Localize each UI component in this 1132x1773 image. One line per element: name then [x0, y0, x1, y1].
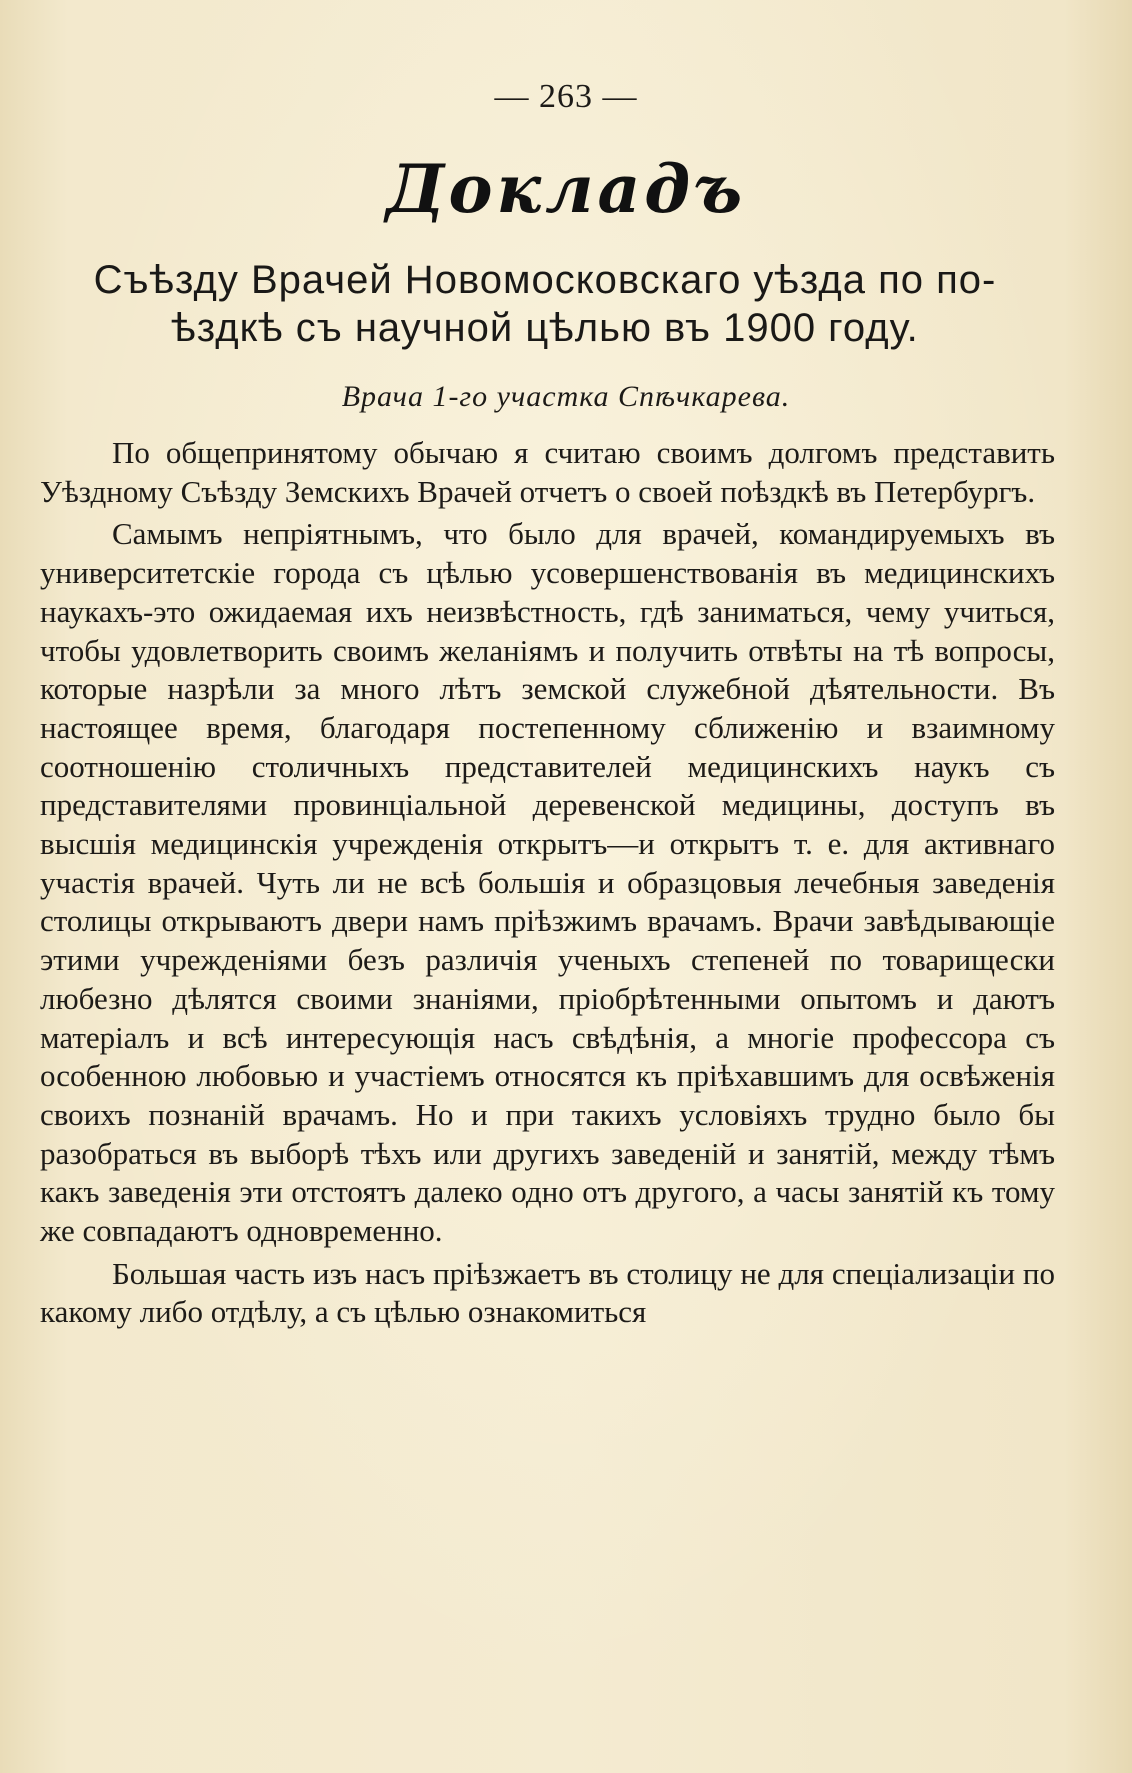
paragraph-3: Большая часть изъ насъ пріѣзжаетъ въ столицу не для спеціализаціи по какому либо отдѣлу, а съ цѣлью ознакомиться — [40, 1255, 1055, 1330]
paragraph-1: По общепринятому обычаю я считаю своимъ долгомъ представить Уѣздному Съѣзду Земскихъ Врачей отчетъ о своей поѣздкѣ въ Петербургъ. — [40, 435, 1055, 509]
page-number: — 263 — — [494, 78, 638, 115]
paragraph-2: Самымъ непріятнымъ, что было для врачей, командируемыхъ въ университетскіе города съ цѣлью усовершенствованія въ медицинскихъ наукахъ-это ожидаемая ихъ неизвѣстность, гдѣ заниматься, чему учиться, чтобы удовлетворить своимъ желаніямъ и получить отвѣты на тѣ вопросы, которые назрѣли за много лѣтъ земской служебной дѣятельности. Въ настоящее время, благодаря постепенному сближенію и взаимному соотношенію столичныхъ представителей медицинскихъ наукъ съ представителями провинціальной деревенской медицины, доступъ въ высшія медицинскія учрежденія открытъ—и открытъ т. е. для активнаго участія врачей. Чуть ли не всѣ большія и образцовыя лечебныя заведенія столицы открываютъ двери намъ пріѣзжимъ врачамъ. Врачи завѣдывающіе этими учрежденіями безъ различія ученыхъ степеней по товарищески любезно дѣлятся своими знаніями, пріобрѣтенными опытомъ и даютъ матеріалъ и всѣ интересующія насъ свѣдѣнія, а многіе профессора съ особенною любовью и участіемъ относятся къ пріѣхавшимъ для освѣженія своихъ познаній врачамъ. Но и при такихъ условіяхъ трудно было бы разобраться въ выборѣ тѣхъ или другихъ заведеній и занятій, между тѣмъ какъ заведенія эти отстоятъ далеко одно отъ другого, а часы занятій къ тому же совпадаютъ одновременно. — [40, 516, 1055, 1249]
author-line: Врача 1-го участка Спѣчкарева. — [341, 380, 791, 413]
body-text — [40, 434, 1055, 1336]
subtitle-line-2: ѣздкѣ съ научной цѣлью въ 1900 году. — [171, 306, 919, 350]
subtitle-line-1: Съѣзду Врачей Новомосковскаго уѣзда по по- — [93, 258, 997, 302]
page-title: Докладъ — [385, 150, 747, 228]
